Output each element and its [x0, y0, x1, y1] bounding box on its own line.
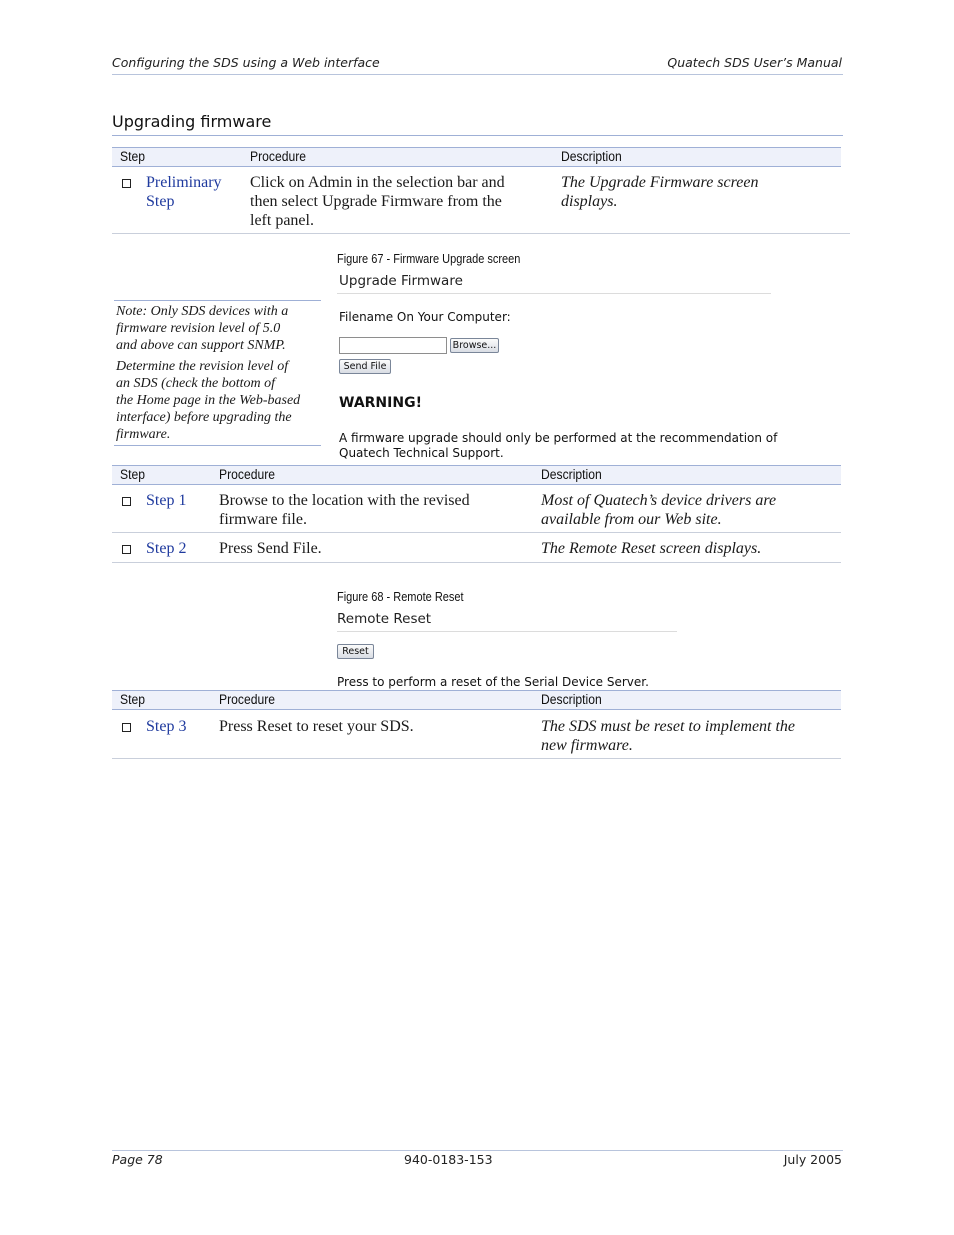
- procedure-cell: [219, 539, 322, 558]
- column-step: Step: [120, 149, 146, 164]
- checkbox-bullet-icon: [122, 179, 131, 188]
- procedure-cell: [250, 173, 505, 230]
- column-procedure: Procedure: [250, 149, 307, 164]
- row-divider: [112, 562, 841, 563]
- description-line: The Remote Reset screen displays.: [541, 540, 762, 557]
- procedure-line: Browse to the location with the revised: [219, 492, 470, 509]
- row-divider: [112, 532, 841, 533]
- remote-reset-title: Remote Reset: [337, 611, 432, 627]
- description-cell: [561, 173, 758, 211]
- filename-input[interactable]: [339, 337, 447, 354]
- reset-hint: Press to perform a reset of the Serial Device Server.: [337, 675, 649, 689]
- column-procedure: Procedure: [219, 467, 276, 482]
- table1-header: [112, 147, 841, 167]
- description-line: Most of Quatech’s device drivers are: [541, 492, 777, 509]
- column-procedure: Procedure: [219, 692, 276, 707]
- column-description: Description: [541, 692, 602, 707]
- checkbox-bullet-icon: [122, 723, 131, 732]
- note-line: an SDS (check the bottom of: [116, 376, 276, 391]
- row-divider: [112, 758, 841, 759]
- checkbox-bullet-icon: [122, 545, 131, 554]
- step-link-1[interactable]: Step 1: [146, 492, 187, 509]
- step-link-2[interactable]: Step 2: [146, 540, 187, 557]
- note-line: and above can support SNMP.: [116, 338, 286, 353]
- note-line: the Home page in the Web-based: [116, 393, 301, 408]
- column-description: Description: [541, 467, 602, 482]
- table3-header: [112, 690, 841, 710]
- note-paragraph: [116, 358, 319, 443]
- procedure-line: left panel.: [250, 212, 314, 229]
- description-line: The Upgrade Firmware screen: [561, 174, 759, 191]
- upgrade-firmware-title: Upgrade Firmware: [339, 273, 463, 289]
- procedure-cell: [219, 717, 414, 736]
- figure68-caption: Figure 68 - Remote Reset: [337, 590, 464, 604]
- note-line: Determine the revision level of: [116, 359, 289, 374]
- warning-heading: WARNING!: [339, 395, 422, 411]
- description-cell: [541, 717, 795, 755]
- procedure-line: Press Reset to reset your SDS.: [219, 718, 414, 735]
- step-link-3[interactable]: Step 3: [146, 718, 187, 735]
- row-divider: [112, 233, 850, 234]
- warning-line: Quatech Technical Support.: [339, 446, 504, 460]
- column-step: Step: [120, 692, 146, 707]
- description-cell: [541, 539, 761, 558]
- column-description: Description: [561, 149, 622, 164]
- figure67-caption: Figure 67 - Firmware Upgrade screen: [337, 252, 521, 266]
- note-line: firmware.: [116, 427, 171, 442]
- description-line: new firmware.: [541, 737, 633, 754]
- section-title: Upgrading firmware: [112, 112, 272, 131]
- step-label-line: Step: [146, 193, 175, 210]
- procedure-cell: [219, 491, 470, 529]
- document-number: 940-0183-153: [404, 1152, 493, 1167]
- description-line: The SDS must be reset to implement the: [541, 718, 796, 735]
- note-line: Note: Only SDS devices with a: [116, 304, 289, 319]
- procedure-line: then select Upgrade Firmware from the: [250, 193, 502, 210]
- description-line: available from our Web site.: [541, 511, 722, 528]
- note-line: firmware revision level of 5.0: [116, 321, 281, 336]
- procedure-line: Click on Admin in the selection bar and: [250, 174, 505, 191]
- header-rule: [112, 74, 843, 75]
- warning-text: [339, 431, 777, 461]
- title-divider: [337, 631, 677, 632]
- description-line: displays.: [561, 193, 618, 210]
- step-link-preliminary[interactable]: [146, 173, 222, 211]
- note-line: interface) before upgrading the: [116, 410, 292, 425]
- table2-header: [112, 465, 841, 485]
- note-top-rule: [114, 300, 321, 301]
- title-divider: [337, 293, 771, 294]
- send-file-button[interactable]: Send File: [339, 359, 391, 374]
- column-step: Step: [120, 467, 146, 482]
- procedure-line: Press Send File.: [219, 540, 322, 557]
- warning-line: A firmware upgrade should only be performed at the recommendation of: [339, 431, 778, 445]
- footer-rule: [112, 1150, 843, 1151]
- note-bottom-rule: [114, 445, 321, 446]
- section-title-rule: [112, 135, 843, 136]
- filename-label: Filename On Your Computer:: [339, 310, 511, 324]
- running-header-right: Quatech SDS User’s Manual: [667, 55, 842, 70]
- page-number: Page 78: [112, 1152, 163, 1167]
- reset-button[interactable]: Reset: [337, 644, 374, 659]
- description-cell: [541, 491, 776, 529]
- checkbox-bullet-icon: [122, 497, 131, 506]
- note-paragraph: [116, 303, 319, 354]
- browse-button[interactable]: Browse...: [450, 338, 499, 353]
- publication-date: July 2005: [783, 1152, 842, 1167]
- running-header-left: Configuring the SDS using a Web interface: [112, 55, 380, 70]
- procedure-line: firmware file.: [219, 511, 307, 528]
- step-label-line: Preliminary: [146, 174, 222, 191]
